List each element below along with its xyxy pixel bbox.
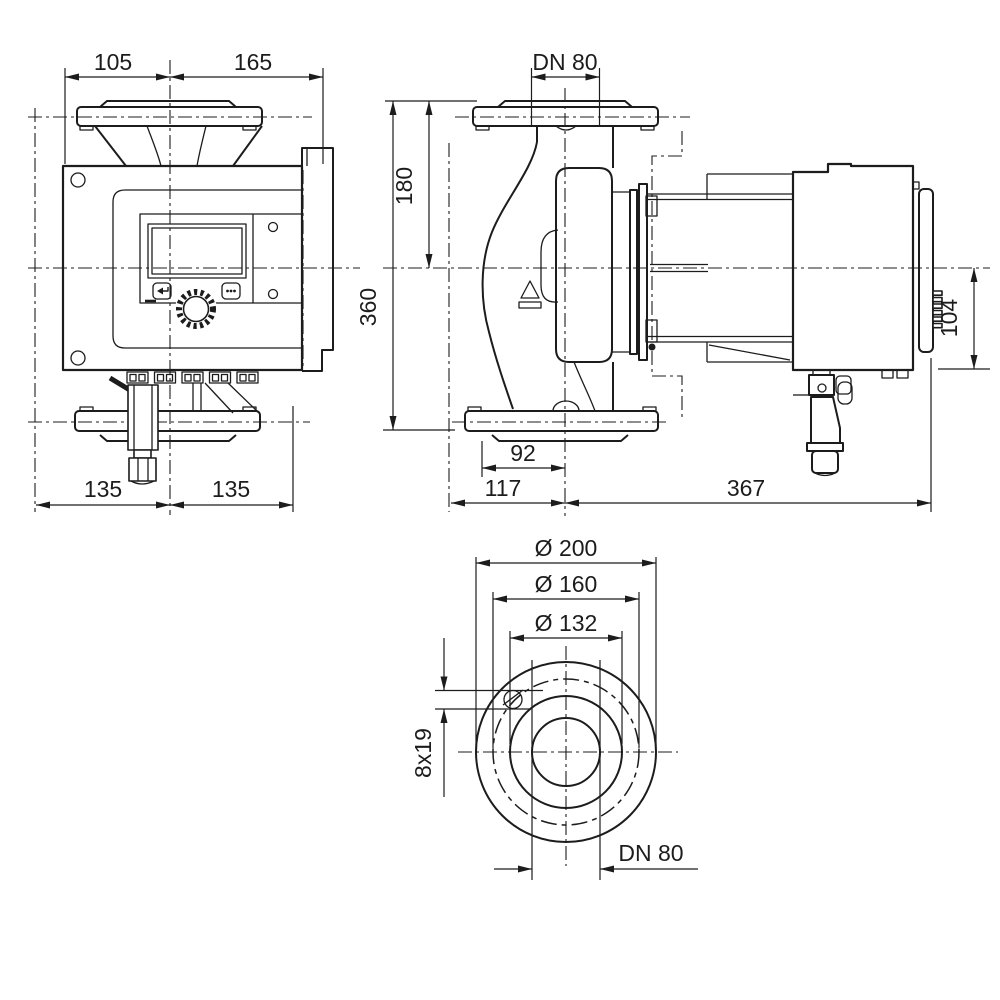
dim-label-165: 165	[233, 49, 273, 75]
dim-label-360: 360	[355, 287, 381, 327]
hex-plug	[129, 458, 156, 481]
front-view	[28, 49, 360, 515]
dim-dn80-flange	[494, 840, 698, 873]
dim-label-105: 105	[93, 49, 133, 75]
dim-diameter-200	[476, 535, 656, 752]
dim-label-180: 180	[391, 166, 417, 206]
terminal-connectors	[127, 372, 258, 383]
dim-label-d132: Ø 132	[534, 610, 598, 636]
dim-label-92: 92	[510, 440, 536, 466]
flange-view	[410, 535, 698, 880]
dim-label-dn80-flange: DN 80	[618, 840, 684, 866]
front-lower-pipe	[193, 383, 259, 413]
dim-104	[936, 268, 990, 369]
screw-bottom	[269, 290, 278, 299]
mounting-hole-bottom	[71, 351, 85, 365]
dim-label-8x19: 8x19	[410, 728, 436, 778]
module-cover	[919, 189, 933, 352]
dim-label-135-left: 135	[83, 476, 123, 502]
dim-label-dn80-top: DN 80	[532, 49, 598, 75]
screw-top	[269, 223, 278, 232]
mounting-hole-top	[71, 173, 85, 187]
dim-label-135-right: 135	[211, 476, 251, 502]
control-module	[113, 190, 302, 348]
dim-360	[355, 101, 455, 430]
dim-label-117: 117	[484, 475, 522, 501]
dim-117-367	[451, 358, 931, 512]
front-view-centerlines	[28, 60, 360, 515]
operating-knob	[175, 288, 217, 330]
dim-92	[482, 440, 565, 477]
dim-label-104: 104	[936, 298, 962, 338]
front-pump-body	[63, 148, 333, 371]
context-dots-icon	[226, 290, 236, 293]
dim-180	[385, 101, 477, 268]
flow-direction-icon	[519, 281, 541, 308]
side-view-centerlines	[383, 88, 990, 516]
dim-label-d200: Ø 200	[534, 535, 598, 561]
clamp-bolt	[649, 344, 656, 351]
display-screen	[148, 224, 246, 278]
cable-plug	[793, 370, 852, 476]
back-arrow-icon	[157, 287, 168, 295]
side-bottom-flange	[465, 401, 658, 441]
dim-label-367: 367	[726, 475, 766, 501]
electronics-module	[793, 164, 942, 378]
side-view	[355, 49, 990, 516]
dim-label-d160: Ø 160	[534, 571, 598, 597]
